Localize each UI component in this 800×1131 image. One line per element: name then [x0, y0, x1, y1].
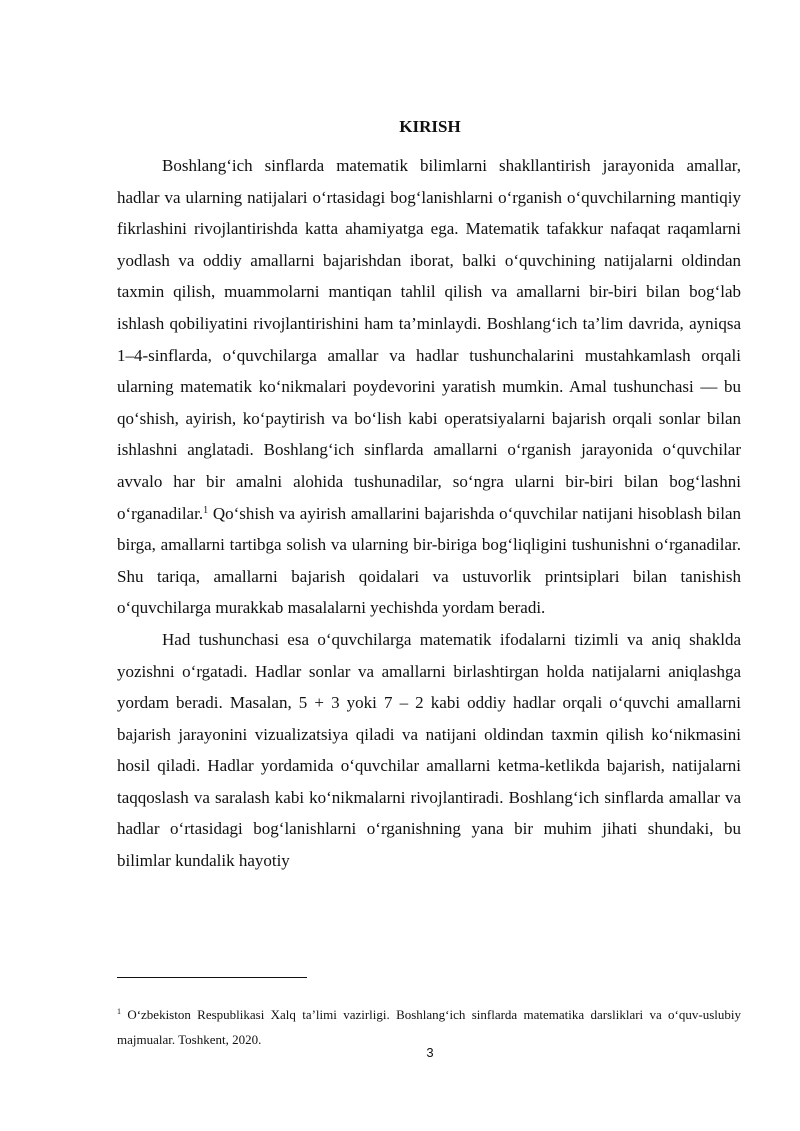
- paragraph-1-text: Boshlang‘ich sinflarda matematik bilimlarni shakllantirish jarayonida amallar, hadlar va ularning natijalari o‘rtasidagi bog‘lanishlarni o‘rganish o‘quvchilarning mantiqiy fikrlashini rivojlantirishda katta ahamiyatga ega. Matematik tafakkur nafaqat raqamlarni yodlash va oddiy amallarni bajarishdan iborat, balki o‘quvchining natijalarni oldindan taxmin qilish, muammolarni mantiqan tahlil qilish va amallarni bir-biri bilan bog‘lab ishlash qobiliyatini rivojlantirishini ham ta’minlaydi. Boshlang‘ich ta’lim davrida, ayniqsa 1–4-sinflarda, o‘quvchilarga amallar va hadlar tushunchalarini mustahkamlash orqali ularning matematik ko‘nikmalari poydevorini yaratish mumkin. Amal tushunchasi — bu qo‘shish, ayirish, ko‘paytirish va bo‘lish kabi operatsiyalarni bajarish orqali sonlar bilan ishlashni anglatadi. Boshlang‘ich sinflarda amallarni o‘rganish jarayonida o‘quvchilar avvalo har bir amalni alohida tushunadilar, so‘ngra ularni bir-biri bilan bog‘lashni o‘rganadilar.: [117, 156, 741, 523]
- footnote-reference[interactable]: 1: [203, 504, 209, 516]
- footnote-mark: 1: [117, 1007, 121, 1016]
- body-text: [117, 150, 741, 877]
- paragraph-2: Had tushunchasi esa o‘quvchilarga matematik ifodalarni tizimli va aniq shaklda yozishni o‘rgatadi. Hadlar sonlar va amallarni birlashtirgan holda natijalarni aniqlashga yordam beradi. Masalan, 5 + 3 yoki 7 – 2 kabi oddiy hadlar orqali o‘quvchi amallarni bajarish jarayonini vizualizatsiya qiladi va natijani oldindan taxmin qilish ko‘nikmasini hosil qiladi. Hadlar yordamida o‘quvchilar amallarni ketma-ketlikda bajarish, natijalarni taqqoslash va saralash kabi ko‘nikmalarni rivojlantiradi. Boshlang‘ich sinflarda amallar va hadlar o‘rtasidagi bog‘lanishlarni o‘rganishning yana bir muhim jihati shundaki, bu bilimlar kundalik hayotiy: [117, 629, 741, 871]
- paragraph-1-continued: Qo‘shish va ayirish amallarini bajarishda o‘quvchilar natijani hisoblash bilan birga, amallarni tartibga solish va ularning bir-biriga bog‘liqligini tushunishni o‘rganadilar. Shu tariqa, amallarni bajarish qoidalari va ustuvorlik printsiplari bilan tanishish o‘quvchilarga murakkab masalalarni yechishda yordam beradi.: [117, 503, 741, 618]
- page-title: KIRISH: [399, 117, 461, 136]
- footnote-text: O‘zbekiston Respublikasi Xalq ta’limi vazirligi. Boshlang‘ich sinflarda matematika darsliklari va o‘quv-uslubiy majmualar. Toshkent, 2020.: [117, 1007, 741, 1047]
- footnote-divider: [117, 977, 307, 978]
- paragraph-1: [117, 150, 741, 624]
- page-number: 3: [426, 1045, 434, 1060]
